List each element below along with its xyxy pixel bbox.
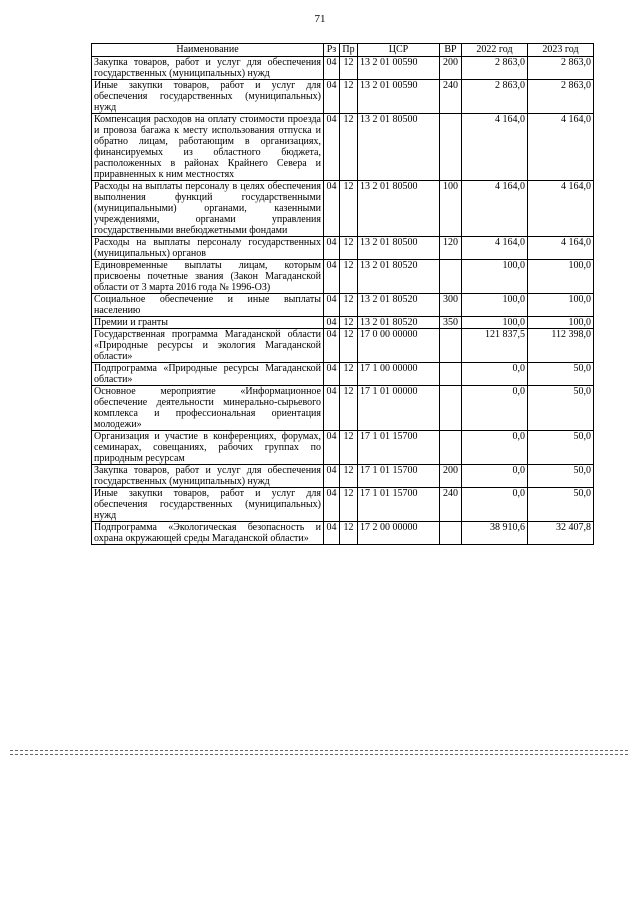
table-row	[92, 237, 594, 260]
row-vr: 200	[440, 57, 462, 80]
row-pr: 12	[340, 431, 358, 465]
row-2023: 50,0	[528, 363, 594, 386]
row-rz: 04	[324, 431, 340, 465]
row-csr: 17 1 01 15700	[358, 465, 440, 488]
row-name: Компенсация расходов на оплату стоимости проезда и провоза багажа к месту использования отпуска и обратно лицам, работающим в организациях, финансируемых из областного бюджета, расположенных в районах Крайнего Севера и приравненных к ним местностях	[92, 114, 324, 181]
row-vr	[440, 386, 462, 431]
table-row	[92, 294, 594, 317]
row-vr	[440, 431, 462, 465]
table-row	[92, 57, 594, 80]
row-2023: 32 407,8	[528, 522, 594, 545]
row-2023: 100,0	[528, 317, 594, 329]
row-csr: 17 0 00 00000	[358, 329, 440, 363]
row-vr: 200	[440, 465, 462, 488]
row-vr	[440, 114, 462, 181]
row-2023: 100,0	[528, 294, 594, 317]
table-row	[92, 80, 594, 114]
row-rz: 04	[324, 57, 340, 80]
row-2023: 50,0	[528, 386, 594, 431]
row-name: Закупка товаров, работ и услуг для обеспечения государственных (муниципальных) нужд	[92, 57, 324, 80]
header-2022: 2022 год	[462, 44, 528, 57]
table-header-row	[92, 44, 594, 57]
row-2023: 50,0	[528, 465, 594, 488]
table-row	[92, 431, 594, 465]
row-csr: 13 2 01 80520	[358, 294, 440, 317]
row-csr: 13 2 01 00590	[358, 80, 440, 114]
row-csr: 17 2 00 00000	[358, 522, 440, 545]
row-name: Иные закупки товаров, работ и услуг для обеспечения государственных (муниципальных) нужд	[92, 488, 324, 522]
row-name: Расходы на выплаты персоналу в целях обеспечения выполнения функций государственными (муниципальными) органами, казенными учреждениями, органами управления государственными внебюджетными фондами	[92, 181, 324, 237]
row-2022: 100,0	[462, 260, 528, 294]
row-csr: 13 2 01 00590	[358, 57, 440, 80]
row-2022: 4 164,0	[462, 237, 528, 260]
header-vr: ВР	[440, 44, 462, 57]
row-pr: 12	[340, 386, 358, 431]
row-2023: 100,0	[528, 260, 594, 294]
row-vr	[440, 522, 462, 545]
row-vr: 350	[440, 317, 462, 329]
header-2023: 2023 год	[528, 44, 594, 57]
table-row	[92, 465, 594, 488]
footer-divider-2	[10, 754, 628, 755]
row-name: Расходы на выплаты персоналу государственных (муниципальных) органов	[92, 237, 324, 260]
row-pr: 12	[340, 294, 358, 317]
row-name: Организация и участие в конференциях, форумах, семинарах, совещаниях, рабочих группах по природным ресурсам	[92, 431, 324, 465]
header-pr: Пр	[340, 44, 358, 57]
row-name: Иные закупки товаров, работ и услуг для обеспечения государственных (муниципальных) нужд	[92, 80, 324, 114]
row-pr: 12	[340, 114, 358, 181]
row-name: Подпрограмма «Природные ресурсы Магаданской области»	[92, 363, 324, 386]
header-name: Наименование	[92, 44, 324, 57]
row-2022: 0,0	[462, 488, 528, 522]
row-name: Закупка товаров, работ и услуг для обеспечения государственных (муниципальных) нужд	[92, 465, 324, 488]
row-2023: 112 398,0	[528, 329, 594, 363]
budget-table	[91, 43, 594, 545]
row-rz: 04	[324, 260, 340, 294]
row-vr: 100	[440, 181, 462, 237]
row-csr: 13 2 01 80500	[358, 114, 440, 181]
row-rz: 04	[324, 181, 340, 237]
table-row	[92, 488, 594, 522]
table-row	[92, 363, 594, 386]
row-2022: 100,0	[462, 294, 528, 317]
row-vr: 240	[440, 488, 462, 522]
row-2022: 4 164,0	[462, 181, 528, 237]
row-csr: 13 2 01 80520	[358, 317, 440, 329]
row-name: Социальное обеспечение и иные выплаты населению	[92, 294, 324, 317]
row-rz: 04	[324, 488, 340, 522]
row-2023: 4 164,0	[528, 114, 594, 181]
row-2022: 2 863,0	[462, 80, 528, 114]
row-name: Премии и гранты	[92, 317, 324, 329]
row-2022: 4 164,0	[462, 114, 528, 181]
row-2022: 2 863,0	[462, 57, 528, 80]
row-name: Подпрограмма «Экологическая безопасность и охрана окружающей среды Магаданской области»	[92, 522, 324, 545]
row-vr	[440, 363, 462, 386]
table-row	[92, 114, 594, 181]
row-2023: 50,0	[528, 488, 594, 522]
row-2022: 0,0	[462, 386, 528, 431]
header-csr: ЦСР	[358, 44, 440, 57]
row-2023: 2 863,0	[528, 80, 594, 114]
row-pr: 12	[340, 57, 358, 80]
row-rz: 04	[324, 294, 340, 317]
row-rz: 04	[324, 522, 340, 545]
row-rz: 04	[324, 80, 340, 114]
row-csr: 17 1 01 15700	[358, 488, 440, 522]
row-rz: 04	[324, 329, 340, 363]
row-rz: 04	[324, 386, 340, 431]
row-2022: 121 837,5	[462, 329, 528, 363]
row-pr: 12	[340, 80, 358, 114]
row-vr: 240	[440, 80, 462, 114]
row-vr	[440, 260, 462, 294]
row-rz: 04	[324, 114, 340, 181]
table-row	[92, 522, 594, 545]
table-row	[92, 329, 594, 363]
footer-divider	[10, 750, 628, 751]
row-2022: 38 910,6	[462, 522, 528, 545]
row-2023: 2 863,0	[528, 57, 594, 80]
row-pr: 12	[340, 237, 358, 260]
row-2022: 0,0	[462, 431, 528, 465]
row-name: Единовременные выплаты лицам, которым присвоены почетные звания (Закон Магаданской области от 3 марта 2016 года № 1996-ОЗ)	[92, 260, 324, 294]
table-row	[92, 260, 594, 294]
row-name: Государственная программа Магаданской области «Природные ресурсы и экология Магаданской области»	[92, 329, 324, 363]
table-row	[92, 317, 594, 329]
row-name: Основное мероприятие «Информационное обеспечение деятельности минерально-сырьевого комплекса и профессиональная ориентация молодежи»	[92, 386, 324, 431]
row-2023: 4 164,0	[528, 181, 594, 237]
table-row	[92, 386, 594, 431]
row-csr: 13 2 01 80500	[358, 237, 440, 260]
row-csr: 13 2 01 80500	[358, 181, 440, 237]
header-rz: Рз	[324, 44, 340, 57]
row-pr: 12	[340, 522, 358, 545]
row-pr: 12	[340, 181, 358, 237]
row-csr: 17 1 00 00000	[358, 363, 440, 386]
row-pr: 12	[340, 465, 358, 488]
row-rz: 04	[324, 465, 340, 488]
row-vr	[440, 329, 462, 363]
row-pr: 12	[340, 260, 358, 294]
row-pr: 12	[340, 488, 358, 522]
row-2023: 50,0	[528, 431, 594, 465]
row-csr: 13 2 01 80520	[358, 260, 440, 294]
row-vr: 120	[440, 237, 462, 260]
row-rz: 04	[324, 363, 340, 386]
row-2022: 100,0	[462, 317, 528, 329]
row-csr: 17 1 01 00000	[358, 386, 440, 431]
page-number: 71	[314, 13, 326, 25]
row-pr: 12	[340, 317, 358, 329]
row-2023: 4 164,0	[528, 237, 594, 260]
row-2022: 0,0	[462, 363, 528, 386]
row-rz: 04	[324, 317, 340, 329]
row-pr: 12	[340, 329, 358, 363]
table-row	[92, 181, 594, 237]
row-pr: 12	[340, 363, 358, 386]
row-2022: 0,0	[462, 465, 528, 488]
row-rz: 04	[324, 237, 340, 260]
row-csr: 17 1 01 15700	[358, 431, 440, 465]
row-vr: 300	[440, 294, 462, 317]
